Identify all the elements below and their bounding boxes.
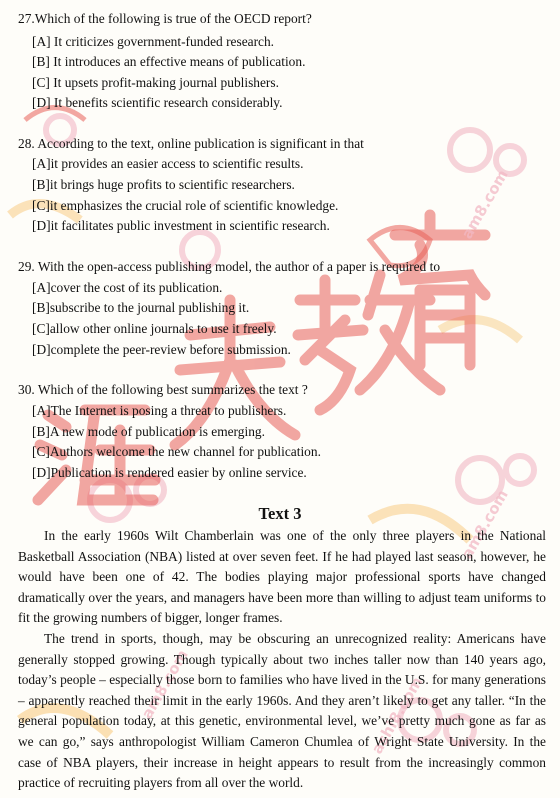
question-29-option-d: [D]complete the peer-review before submission. <box>32 342 291 357</box>
question-27-stem: 27.Which of the following is true of the OECD report? <box>18 11 312 26</box>
svg-text:am8.com: am8.com <box>457 166 512 242</box>
text3-paragraph-1 <box>18 526 546 629</box>
question-27-option-a: [A] It criticizes government-funded research. <box>32 34 275 49</box>
question-28-stem: 28. According to the text, online publication is significant in that <box>18 136 364 151</box>
question-27-option-b: [B] It introduces an effective means of publication. <box>32 54 306 69</box>
question-29-option-c: [C]allow other online journals to use it freely. <box>32 321 277 336</box>
text3-paragraph-2 <box>18 629 546 794</box>
question-30-stem: 30. Which of the following best summarizes the text ? <box>18 382 308 397</box>
text3-paragraph-1-text: In the early 1960s Wilt Chamberlain was one of the only three players in the National Basketball Association (NBA) listed at over seven feet. If he had played last season, however, he would have been one of 42. The bodies playing major professional sports have changed dramatically over the years, and managers have been more than willing to adjust team uniforms to fit the growing numbers of bigger, longer frames. <box>18 528 546 626</box>
question-27-option-d: [D] It benefits scientific research considerably. <box>32 95 283 110</box>
question-30-option-d: [D]Publication is rendered easier by online service. <box>32 465 307 480</box>
question-29-stem: 29. With the open-access publishing model, the author of a paper is required to <box>18 259 441 274</box>
svg-text:ashi8.com: ashi8.com <box>367 673 427 757</box>
question-30-option-c: [C]Authors welcome the new channel for publication. <box>32 444 321 459</box>
question-29-option-b: [B]subscribe to the journal publishing it. <box>32 300 250 315</box>
question-28-option-b: [B]it brings huge profits to scientific researchers. <box>32 177 295 192</box>
question-27-option-c: [C] It upsets profit-making journal publishers. <box>32 75 279 90</box>
question-30-option-a: [A]The Internet is posing a threat to publishers. <box>32 403 287 418</box>
text3-paragraph-2-text: The trend in sports, though, may be obscuring an unrecognized reality: Americans have generally stopped growing. Though typically about two inches taller now than 140 years ago, today’s people – especially those born to families who have lived in the U.S. for many generations – apparently reached their limit in the early 1960s. And they aren’t likely to get any taller. “In the general population today, at this genetic, environmental level, we’ve pretty much gone as far as we can go,” says anthropologist William Cameron Chumlea of Wright State University. In the case of NBA players, their increase in height appears to result from the increasingly common practice of recruiting players from all over the world. <box>18 631 546 791</box>
question-28-option-a: [A]it provides an easier access to scientific results. <box>32 156 304 171</box>
question-29-option-a: [A]cover the cost of its publication. <box>32 280 223 295</box>
svg-text:am8.com: am8.com <box>137 646 192 722</box>
svg-text:am8.com: am8.com <box>457 486 512 562</box>
text3-heading: Text 3 <box>258 504 302 523</box>
question-28-option-c: [C]it emphasizes the crucial role of scientific knowledge. <box>32 198 339 213</box>
question-28-option-d: [D]it facilitates public investment in scientific research. <box>32 218 330 233</box>
question-30-option-b: [B]A new mode of publication is emerging. <box>32 424 265 439</box>
